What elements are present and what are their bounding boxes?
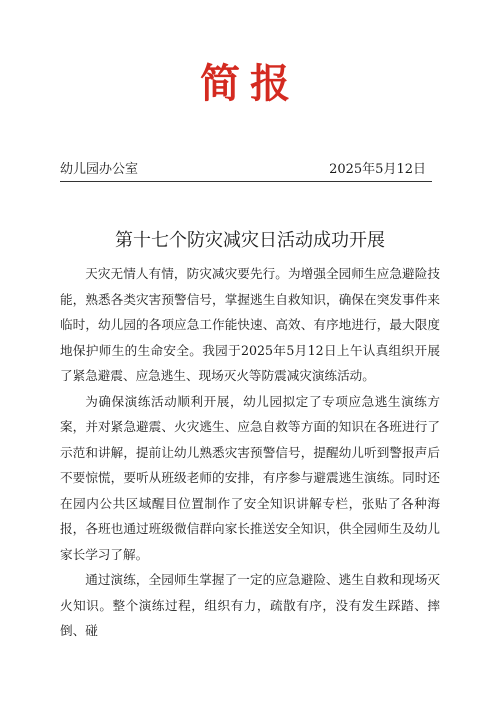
article-body	[60, 261, 440, 644]
article-paragraph-1: 天灾无情人有情，防灾减灾要先行。为增强全园师生应急避险技能，熟悉各类灾害预警信号，掌握逃生自救知识，确保在突发事件来临时，幼儿园的各项应急工作能快速、高效、有序地进行，最大限度地保护师生的生命安全。我园于2025年5月12日上午认真组织开展了紧急避震、应急逃生、现场灭火等防震减灾演练活动。	[60, 266, 440, 383]
issuer-row	[60, 160, 432, 180]
article-paragraph-3: 通过演练，全园师生掌握了一定的应急避险、逃生自救和现场灭火知识。整个演练过程，组织有力，疏散有序，没有发生踩踏、摔倒、碰	[60, 572, 440, 638]
article-title: 第十七个防灾减灾日活动成功开展	[115, 230, 385, 251]
issuer-office: 幼儿园办公室	[60, 162, 139, 177]
article-paragraph-2: 为确保演练活动顺利开展，幼儿园拟定了专项应急逃生演练方案，并对紧急避震、火灾逃生、应急自救等方面的知识在各班进行了示范和讲解，提前让幼儿熟悉灾害预警信号，提醒幼儿听到警报声后不要惊慌，要听从班级老师的安排，有序参与避震逃生演练。同时还在园内公共区域醒目位置制作了安全知识讲解专栏，张贴了各种海报，各班也通过班级微信群向家长推送安全知识，供全园师生及幼儿家长学习了解。	[60, 393, 440, 562]
issue-date: 2025年5月12日	[329, 162, 426, 177]
header-divider	[60, 181, 432, 182]
masthead-title: 简报	[200, 60, 300, 107]
